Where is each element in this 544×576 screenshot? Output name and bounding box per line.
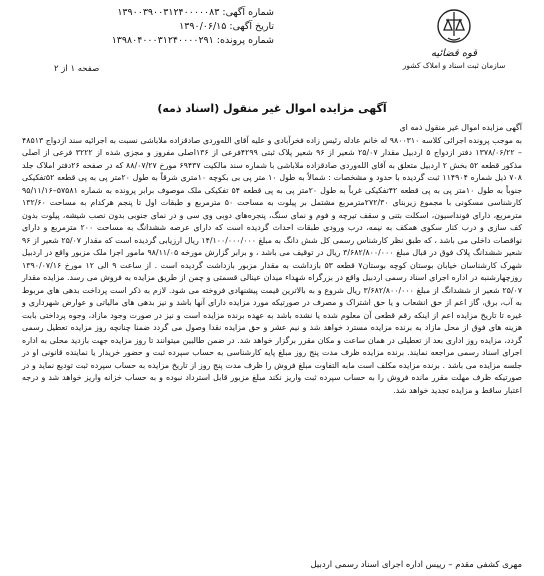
seal-title: قوه قضائیه [430, 48, 478, 59]
ad-number: شماره آگهی: ۱۳۹۰۰۳۹۰۰۳۱۲۴۰۰۰۰۰۸۳ [117, 7, 274, 18]
judiciary-emblem-icon [434, 6, 474, 46]
page-number: صفحه ۱ از ۲ [54, 64, 100, 74]
signature-line: مهری کشفی مقدم – رییس اداره اجرای اسناد رسمی اردبیل [310, 560, 522, 570]
ad-metadata [24, 6, 274, 48]
document-body [22, 122, 522, 397]
body-heading: آگهی مزایده اموال غیر منقول ذمه ای [399, 123, 522, 132]
seal-subtitle: سازمان ثبت اسناد و املاک کشور [402, 61, 506, 70]
judiciary-seal [394, 6, 514, 70]
document-title: آگهی مزایده اموال غیر منقول (اسناد ذمه) [157, 102, 387, 115]
ad-date: تاریخ آگهی: ۱۳۹۰/۰۶/۱۵ [179, 21, 274, 32]
file-number: شماره پرونده: ۱۳۹۸۰۴۰۰۰۳۱۲۴۰۰۰۰۲۹۱ [111, 35, 274, 46]
body-paragraph: به موجب پرونده اجرائی کلاسه ۹۸۰۰۳۱۰ له خانم عادله رئیس زاده فخرآبادی و علیه آقای الله‌وردی صادقزاده ملاباشی نسبت به اجرائیه سند ازدواج ۴۸۵۱۳ – ۱۳۷۸/۰۶/۲۲ دفتر ازدواج ۵ اردبیل مقدار ۲۵/۰۷ شعیر از ۹۶ شعیر پلاک ثبتی ۴۲۹۹فرعی از ۱۳۶اصلی مفروز و مجزی شده از ۳۲۲۲ فرعی از اصلی مذکور قطعه ۵۲ بخش ۲ اردبیل متعلق به آقای الله‌وردی صادقزاده ملاباشی با شماره سند مالکیت ۶۹۴۳۷ مورخ ۸۸/۰۷/۲۷ که در صفحه ۲۶دفتر املاک جلد ۷۰۸ ذیل شماره ۱۱۴۹۰۴ ثبت گردیده با حدود و مشخصات : شمالاً به طول ۱۰ متر پی بی بکوچه ۱۰متری شرقاً به طول ۲۰متر پی به پی قطعه ۵۲تفکیکی جنوباً به طول ۱۰متر پی به پی قطعه ۴۲تفکیکی غرباً به طول ۲۰متر پی به پی قطعه ۵۴ تفکیکی ملک موصوف برابر پرونده به شماره ۵۷۵۸۱–۹۵/۱۱/۱۶ کارشناسی مسکونی با مجموع زیربنای ۲۷۲/۳۰مترمربع مشتمل بر پیلوت به مساحت ۵۰ مترمربع و طبقات اول تا پنجم هرکدام به مساحت ۱۳۲/۶۰ مترمربع، دارای فونداسیون، اسکلت بتنی و سقف تیرچه و فوم و نمای سنگ، پنجره‌های دوبی وی سی و در نمای جنوبی بدون نصب شیشه، پیلوت بدون کف سازی و درب کنار سکوی همکف به نیمه، درب ورودی طبقات احداث گردیده است که دارای عرصه ششدانگ به مساحت ۲۰۰ مترمربع و دارای نواقصات داخلی می باشد ، که طبق نظر کارشناس رسمی کل شش دانگ به مبلغ ۱۴/۱۰۰/۰۰۰/۰۰۰ ریال ارزیابی گردیده است که مقدار ۲۵/۰۷ شعیر از ۹۶ شعیر ششدانگ پلاک فوق در قبال مبلغ ۳/۶۸۲/۸۰۰/۰۰۰ ریال در توقیف می باشد ، و برابر گزارش مورخه ۹۸/۱۱/۰۵ مامور اجرا ملک مزبور واقع در اردبیل شهرک کارشناسان خیابان بوستان کوچه بوستان۷ قطعه ۵۳ بازداشت به مقدار مزبور بازداشت گردیده است . از ساعت ۹ الی ۱۲ مورخ ۱۳۹۰/۰۷/۱۶ روزچهارشنبه در اداره اجرای اسناد رسمی اردبیل واقع در بزرگراه شهداء میدان عینالی قسمتی و چمن از طریق مزایده به فروش می رسد. مزایده مقدار ۲۵/۰۷ شعیر از ششدانگ از مبلغ ۳/۶۸۲/۸۰۰/۰۰۰ ریال شروع و به بالاترین قیمت پیشنهادی فروخته می شود. لازم به ذکر است پرداخت بدهی های مربوط به آب، برق، گاز اعم از حق انشعاب و یا حق اشتراک و مصرف در صورتیکه مورد مزایده دارای آنها باشد و نیز بدهی های مالیاتی و عوارض شهرداری و غیره تا تاریخ مزایده اعم از اینکه رقم قطعی آن معلوم شده یا نشده باشد به عهده برنده مزایده است و نیز در صورت وجود مازاد، وجوه پرداختی بابت هزینه های فوق از محل مازاد به برنده مزایده مسترد خواهد شد و نیم عشر و حق مزایده نقدا وصول می گردد ضمنا چنانچه روز مزایده تعطیل رسمی گردد، مزایده روز اداری بعد از تعطیلی در همان ساعت و مکان مقرر برگزار خواهد شد. در ضمن طالبین میتوانند تا روز مزایده جهت بازدید محلی به اداره اجرای اسناد رسمی مراجعه نمایند. برنده مزایده ظرف مدت پنج روز مبلغ پایه کارشناسی به حساب سپرده ثبت و حضور خریدار یا نماینده قانونی او در جلسه مزایده می باشد . برنده مزایده مکلف است مابه التفاوت مبلغ فروش را ظرف مدت پنج روز از تاریخ مزایده به حساب سپرده ثبت تودیع نماید و در صورتیکه ظرف مهلت مقرر مانده فروش را به حساب سپرده ثبت واریز نکند مبلغ مزبور قابل استرداد نبوده و به حساب خزانه واریز خواهد شد و درجه اعتبار ساقط و مزایده تجدید خواهد شد. [22, 135, 523, 395]
